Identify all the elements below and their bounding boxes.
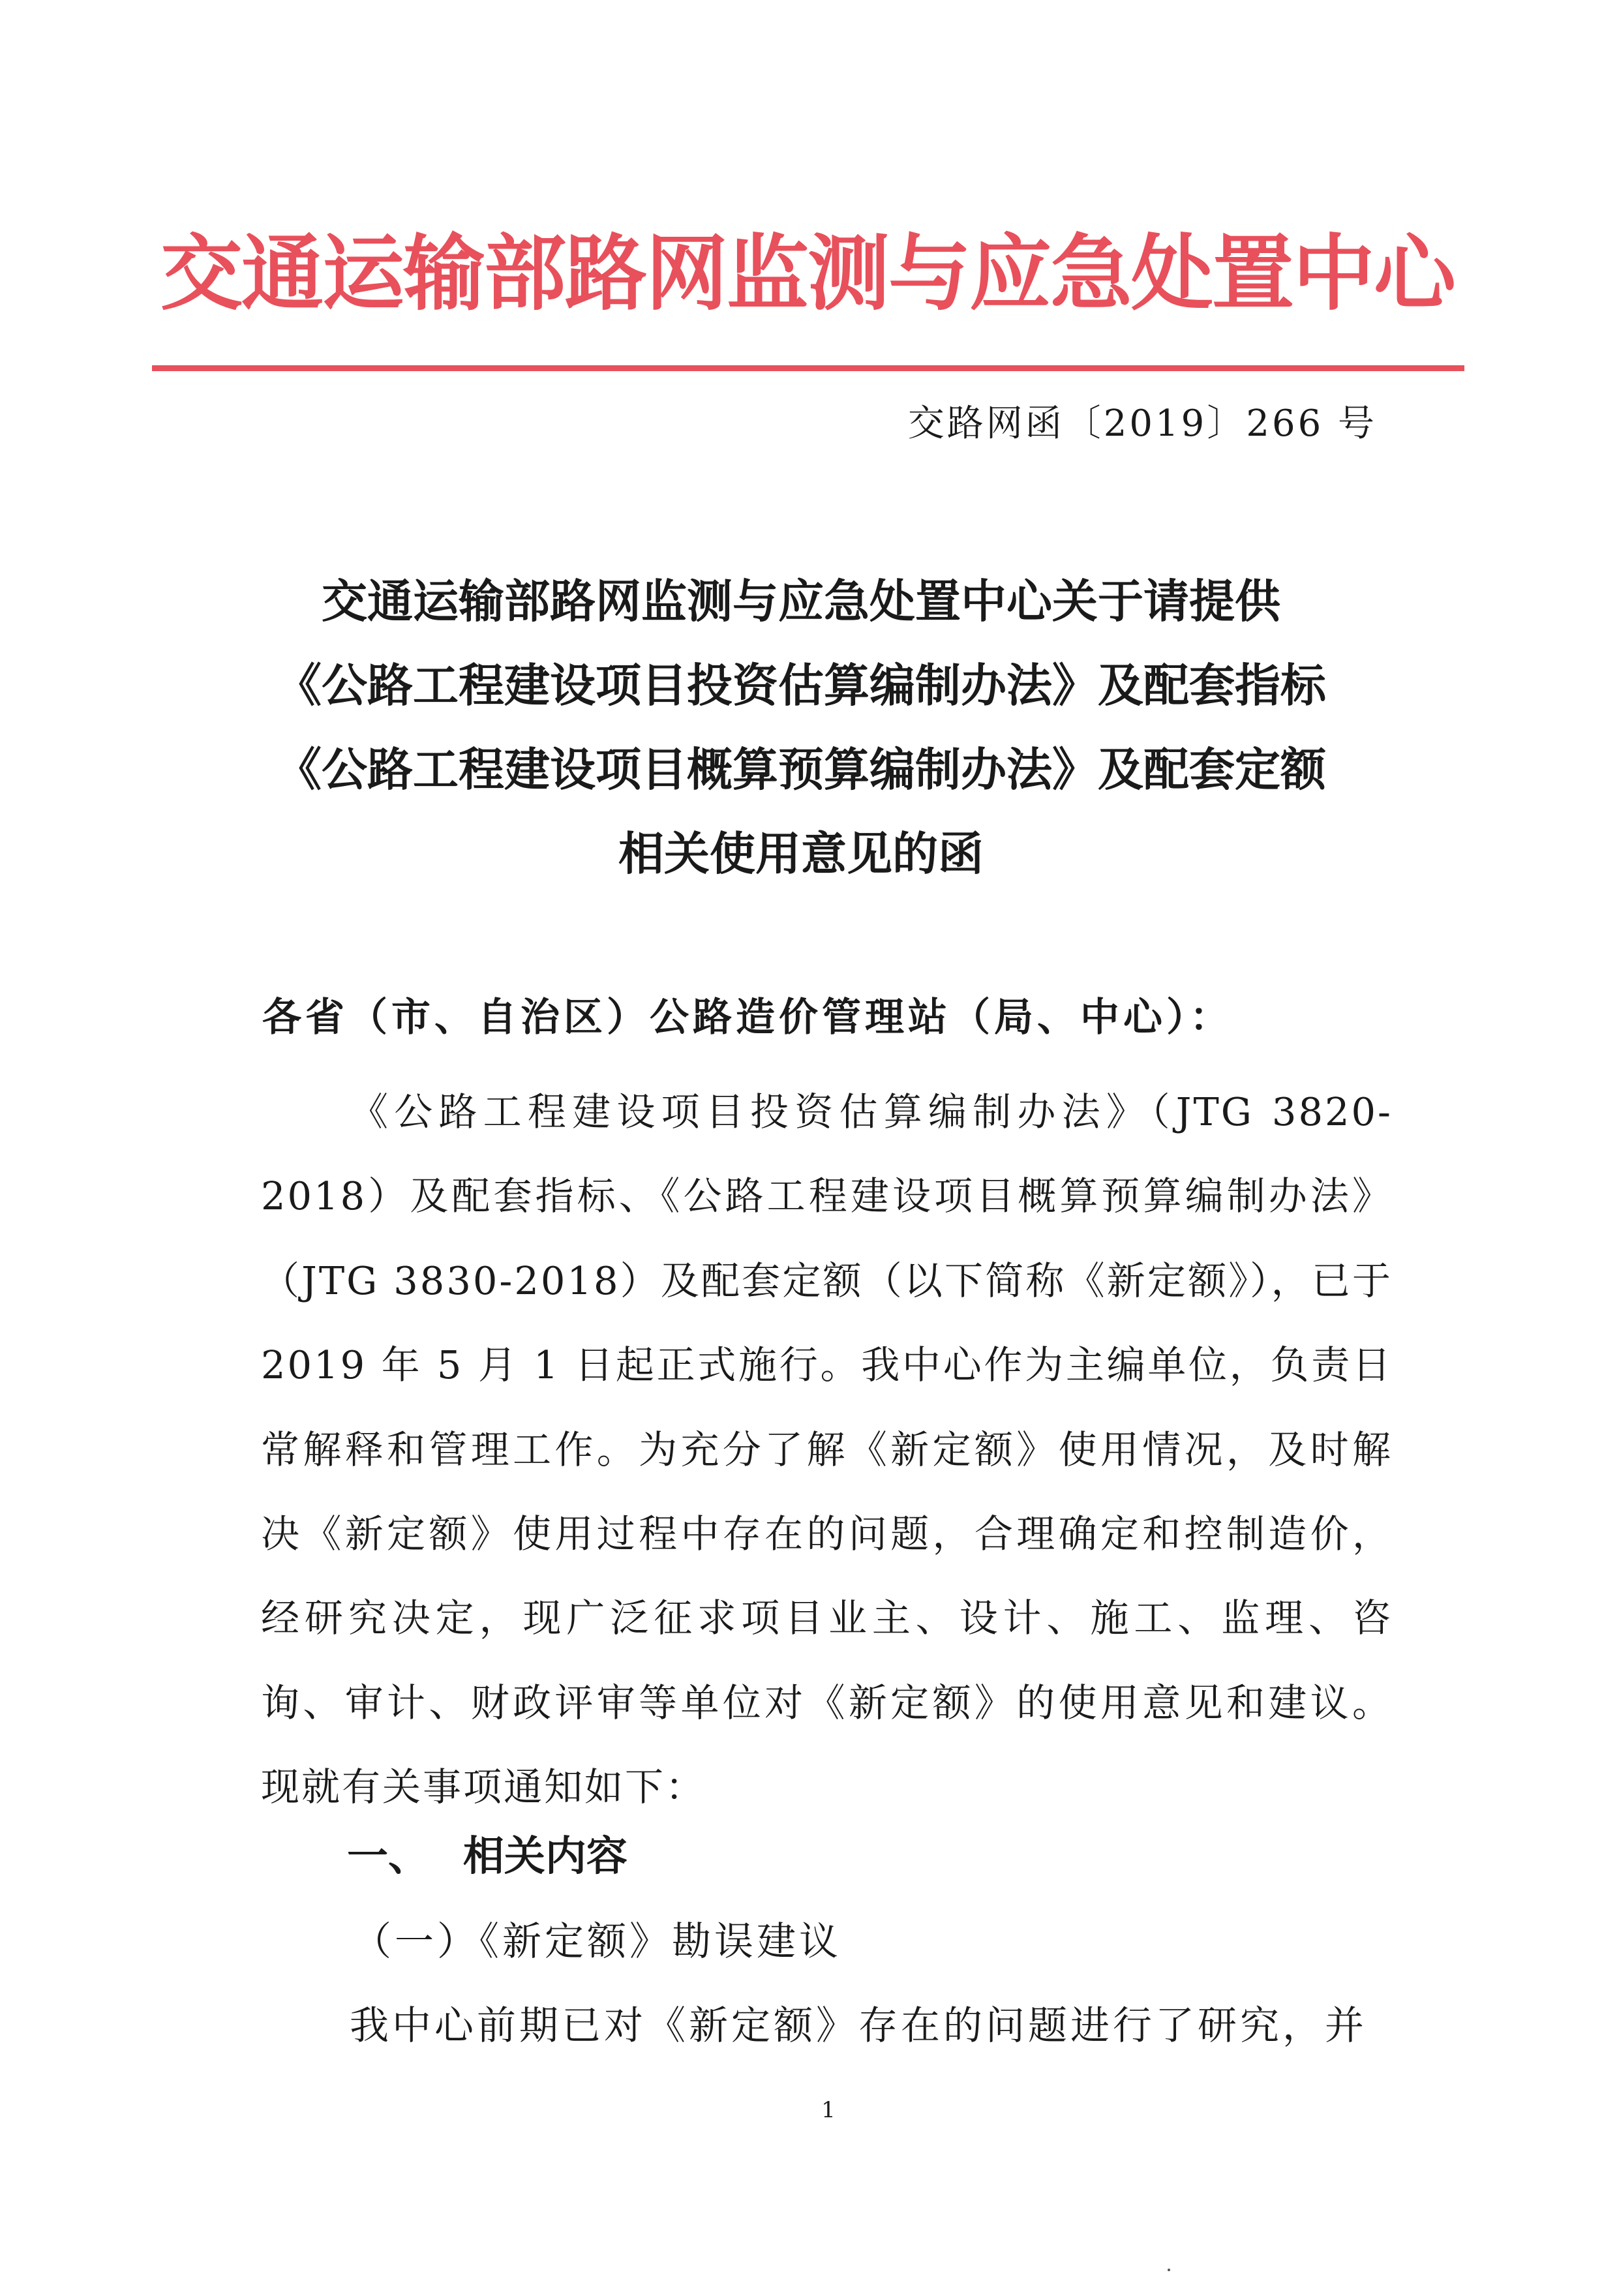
title-line: 《公路工程建设项目概算预算编制办法》及配套定额: [276, 743, 1326, 796]
title-line: 《公路工程建设项目投资估算编制办法》及配套指标: [276, 659, 1326, 712]
letterhead-rule: [152, 365, 1464, 371]
section-heading: 一、 相关内容: [347, 1832, 627, 1880]
document-title: [196, 560, 1406, 896]
letterhead-organization: 交通运输部路网监测与应急处置中心: [160, 226, 1455, 322]
title-line: 相关使用意见的函: [618, 827, 984, 881]
salutation: 各省（市、自治区）公路造价管理站（局、中心）：: [262, 995, 1233, 1040]
body-paragraph-continuation: 我中心前期已对《新定额》存在的问题进行了研究，并: [350, 2003, 1367, 2049]
sub-heading: （一）《新定额》勘误建议: [352, 1919, 841, 1965]
scan-speck: [1168, 2269, 1170, 2271]
body-paragraph: 《公路工程建设项目投资估算编制办法》（JTG 3820-2018）及配套指标、《公路工程建设项目概算预算编制办法》（JTG 3830-2018）及配套定额（以下简称《新定额》），已于 2019 年 5 月 1 日起正式施行。我中心作为主编单位，负责日常解释和管理工作。为充分了解《新定额》使用情况，及时解决《新定额》使用过程中存在的问题，合理确定和控制造价，经研究决定，现广泛征求项目业主、设计、施工、监理、咨询、审计、财政评审等单位对《新定额》的使用意见和建议。现就有关事项通知如下：: [261, 1089, 1393, 1810]
document-number: 交路网函〔2019〕266 号: [907, 402, 1377, 445]
title-line: 交通运输部路网监测与应急处置中心关于请提供: [322, 575, 1280, 628]
page-number: 1: [821, 2097, 836, 2123]
